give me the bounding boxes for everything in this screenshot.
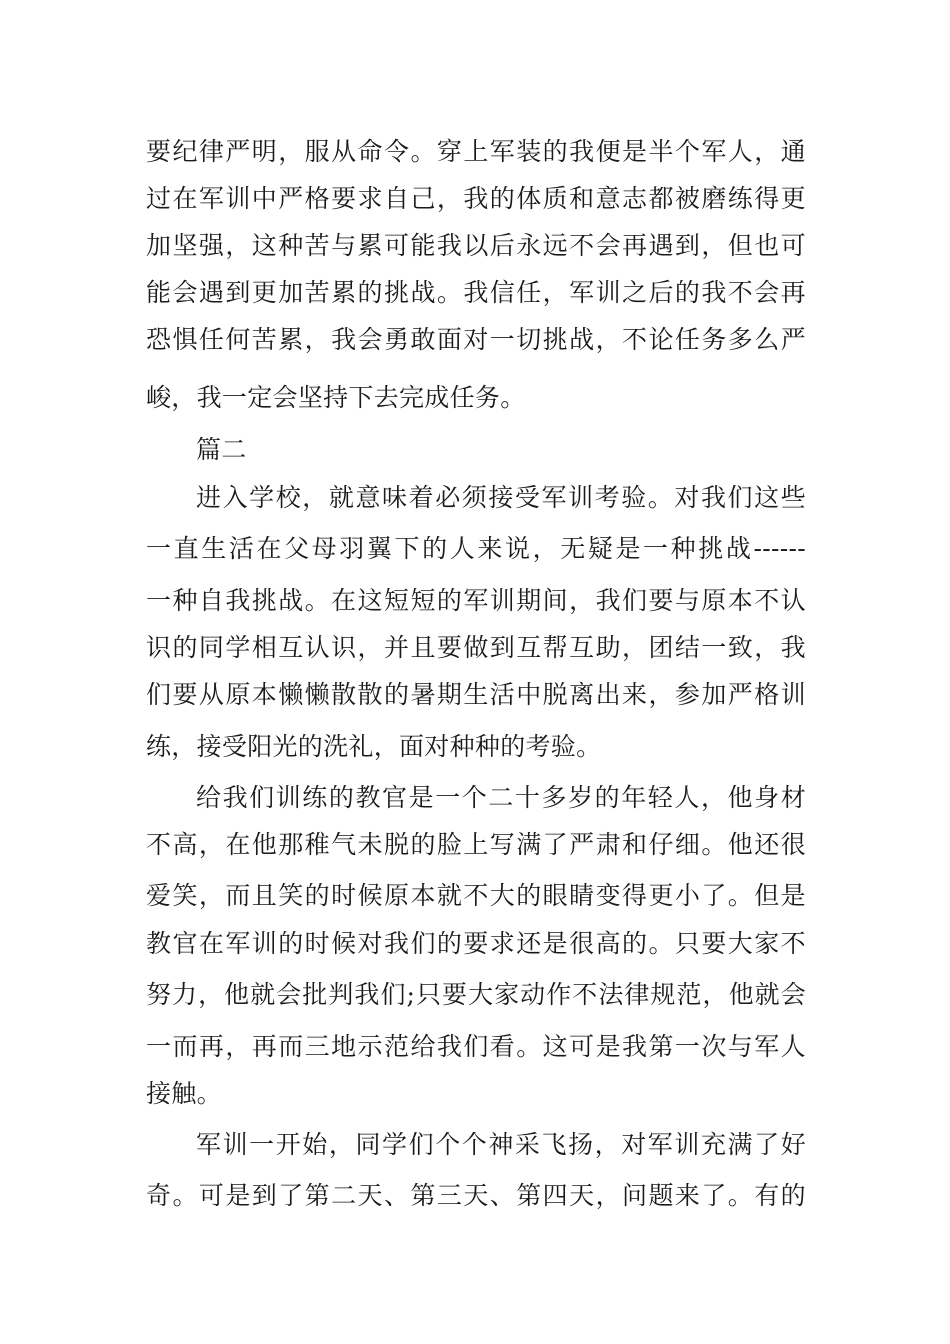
text-line: 接触。 bbox=[146, 1079, 222, 1108]
text-line: 加坚强，这种苦与累可能我以后永远不会再遇到，但也可 bbox=[146, 231, 806, 260]
text-line: 进入学校，就意味着必须接受军训考验。对我们这些 bbox=[196, 483, 806, 512]
text-line: 恐惧任何苦累，我会勇敢面对一切挑战，不论任务多么严 bbox=[146, 325, 806, 354]
text-line: 给我们训练的教官是一个二十多岁的年轻人，他身材 bbox=[196, 783, 806, 812]
text-line: 爱笑，而且笑的时候原本就不大的眼睛变得更小了。但是 bbox=[146, 881, 806, 910]
text-line: 练，接受阳光的洗礼，面对种种的考验。 bbox=[146, 732, 602, 761]
text-line: 奇。可是到了第二天、第三天、第四天，问题来了。有的 bbox=[146, 1181, 806, 1210]
text-line: 能会遇到更加苦累的挑战。我信任，军训之后的我不会再 bbox=[146, 278, 806, 307]
text-line: 们要从原本懒懒散散的暑期生活中脱离出来，参加严格训 bbox=[146, 680, 806, 709]
text-line: 不高，在他那稚气未脱的脸上写满了严肃和仔细。他还很 bbox=[146, 830, 806, 859]
text-line: 军训一开始，同学们个个神采飞扬，对军训充满了好 bbox=[196, 1130, 806, 1159]
text-line: 一种自我挑战。在这短短的军训期间，我们要与原本不认 bbox=[146, 586, 806, 615]
section-heading: 篇二 bbox=[196, 435, 247, 464]
text-line: 识的同学相互认识，并且要做到互帮互助，团结一致，我 bbox=[146, 633, 806, 662]
text-line: 过在军训中严格要求自己，我的体质和意志都被磨练得更 bbox=[146, 184, 806, 213]
text-line: 一直生活在父母羽翼下的人来说，无疑是一种挑战------ bbox=[146, 534, 806, 563]
text-line: 峻，我一定会坚持下去完成任务。 bbox=[146, 383, 526, 412]
text-line: 努力，他就会批判我们;只要大家动作不法律规范，他就会 bbox=[146, 980, 806, 1009]
text-line: 教官在军训的时候对我们的要求还是很高的。只要大家不 bbox=[146, 929, 806, 958]
text-line: 一而再，再而三地示范给我们看。这可是我第一次与军人 bbox=[146, 1032, 806, 1061]
text-line: 要纪律严明，服从命令。穿上军装的我便是半个军人，通 bbox=[146, 137, 806, 166]
